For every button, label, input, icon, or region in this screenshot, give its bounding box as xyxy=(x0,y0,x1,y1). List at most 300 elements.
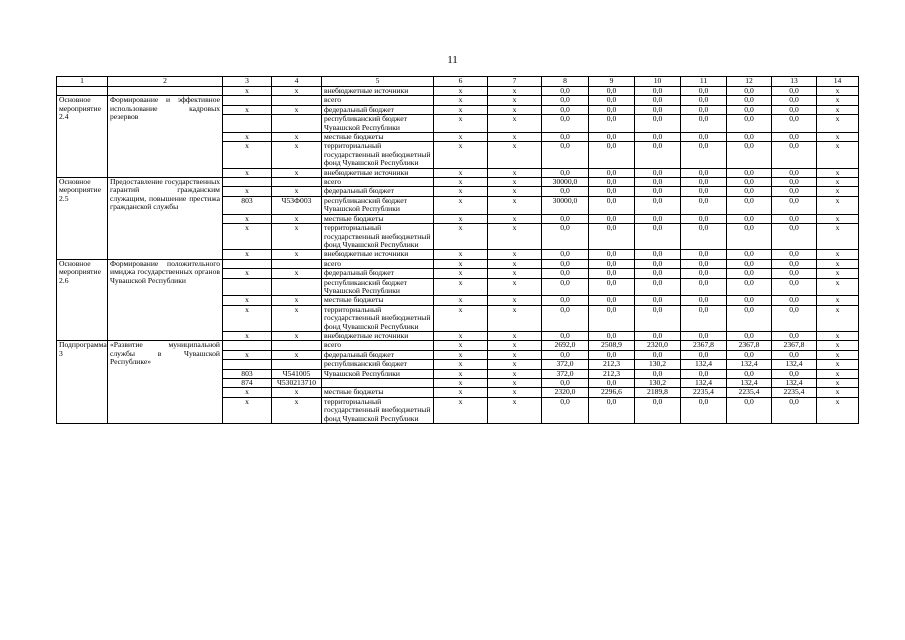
activity-name-cell xyxy=(57,87,108,96)
activity-name-cell: Основное мероприятие 2.6 xyxy=(57,259,108,341)
cell-c3: x xyxy=(223,87,272,96)
cell-c5: федеральный бюджет xyxy=(322,269,434,278)
cell-c14: x xyxy=(817,331,859,340)
header-cell-1: 1 xyxy=(57,77,108,87)
cell-c5: внебюджетные источники xyxy=(322,87,434,96)
cell-c9: 0,0 xyxy=(589,331,635,340)
cell-c4: Ч53Ф003 xyxy=(272,196,322,214)
cell-c12: 0,0 xyxy=(727,278,772,296)
cell-c8: 0,0 xyxy=(542,96,589,105)
cell-c4: x xyxy=(272,388,322,397)
cell-c11: 0,0 xyxy=(681,96,727,105)
cell-c12: 0,0 xyxy=(727,369,772,378)
cell-c14: x xyxy=(817,397,859,423)
cell-c11: 0,0 xyxy=(681,305,727,331)
cell-c3 xyxy=(223,178,272,187)
cell-c6: x xyxy=(434,196,488,214)
cell-c14: x xyxy=(817,341,859,350)
cell-c4: x xyxy=(272,87,322,96)
cell-c8: 0,0 xyxy=(542,305,589,331)
cell-c14: x xyxy=(817,296,859,305)
cell-c9: 0,0 xyxy=(589,350,635,359)
cell-c12: 0,0 xyxy=(727,178,772,187)
cell-c11: 0,0 xyxy=(681,168,727,177)
cell-c10: 0,0 xyxy=(635,168,681,177)
cell-c13: 0,0 xyxy=(772,168,817,177)
cell-c14: x xyxy=(817,369,859,378)
cell-c10: 0,0 xyxy=(635,259,681,268)
cell-c14: x xyxy=(817,87,859,96)
cell-c10: 0,0 xyxy=(635,87,681,96)
cell-c12: 0,0 xyxy=(727,115,772,133)
cell-c6: x xyxy=(434,259,488,268)
cell-c10: 0,0 xyxy=(635,331,681,340)
activity-title-cell: «Развитие муниципальной службы в Чувашской Республике» xyxy=(108,341,223,424)
cell-c8: 0,0 xyxy=(542,331,589,340)
cell-c5: всего xyxy=(322,178,434,187)
cell-c7: x xyxy=(488,168,542,177)
cell-c7: x xyxy=(488,178,542,187)
page-number: 11 xyxy=(447,54,458,66)
table-row xyxy=(57,259,859,268)
cell-c12: 0,0 xyxy=(727,350,772,359)
cell-c6: x xyxy=(434,379,488,388)
cell-c7: x xyxy=(488,87,542,96)
header-cell-8: 8 xyxy=(542,77,589,87)
cell-c9: 2508,9 xyxy=(589,341,635,350)
cell-c9: 0,0 xyxy=(589,142,635,168)
cell-c8: 0,0 xyxy=(542,250,589,259)
cell-c13: 0,0 xyxy=(772,397,817,423)
cell-c14: x xyxy=(817,278,859,296)
cell-c3 xyxy=(223,96,272,105)
cell-c13: 0,0 xyxy=(772,196,817,214)
cell-c6: x xyxy=(434,278,488,296)
cell-c3: x xyxy=(223,397,272,423)
cell-c7: x xyxy=(488,115,542,133)
cell-c3: x xyxy=(223,168,272,177)
cell-c7: x xyxy=(488,379,542,388)
cell-c13: 0,0 xyxy=(772,224,817,250)
cell-c14: x xyxy=(817,259,859,268)
cell-c11: 2367,8 xyxy=(681,341,727,350)
cell-c3: x xyxy=(223,296,272,305)
cell-c5: всего xyxy=(322,259,434,268)
cell-c11: 0,0 xyxy=(681,133,727,142)
header-cell-11: 11 xyxy=(681,77,727,87)
cell-c5: территориальный государственный внебюджетный фонд Чувашской Республики xyxy=(322,142,434,168)
cell-c8: 0,0 xyxy=(542,296,589,305)
cell-c13: 0,0 xyxy=(772,305,817,331)
cell-c7: x xyxy=(488,214,542,223)
cell-c13: 0,0 xyxy=(772,350,817,359)
cell-c8: 0,0 xyxy=(542,259,589,268)
cell-c10: 0,0 xyxy=(635,105,681,114)
cell-c13: 0,0 xyxy=(772,133,817,142)
cell-c5 xyxy=(322,379,434,388)
cell-c11: 0,0 xyxy=(681,178,727,187)
cell-c13: 0,0 xyxy=(772,296,817,305)
cell-c7: x xyxy=(488,296,542,305)
cell-c6: x xyxy=(434,133,488,142)
cell-c9: 0,0 xyxy=(589,224,635,250)
cell-c9: 0,0 xyxy=(589,214,635,223)
cell-c4: x xyxy=(272,187,322,196)
cell-c13: 0,0 xyxy=(772,96,817,105)
cell-c7: x xyxy=(488,388,542,397)
cell-c5: территориальный государственный внебюджетный фонд Чувашской Республики xyxy=(322,224,434,250)
activity-title-cell: Формирование и эффективное использование кадровых резервов xyxy=(108,96,223,178)
cell-c8: 0,0 xyxy=(542,269,589,278)
cell-c11: 0,0 xyxy=(681,269,727,278)
cell-c12: 0,0 xyxy=(727,142,772,168)
cell-c12: 0,0 xyxy=(727,196,772,214)
cell-c6: x xyxy=(434,250,488,259)
cell-c13: 2367,8 xyxy=(772,341,817,350)
cell-c14: x xyxy=(817,388,859,397)
cell-c3: x xyxy=(223,331,272,340)
cell-c10: 0,0 xyxy=(635,115,681,133)
activity-name-cell: Основное мероприятие 2.5 xyxy=(57,178,108,260)
cell-c3: x xyxy=(223,224,272,250)
cell-c13: 0,0 xyxy=(772,250,817,259)
cell-c5: федеральный бюджет xyxy=(322,187,434,196)
cell-c4: x xyxy=(272,142,322,168)
cell-c6: x xyxy=(434,168,488,177)
cell-c6: x xyxy=(434,214,488,223)
cell-c8: 0,0 xyxy=(542,350,589,359)
cell-c14: x xyxy=(817,250,859,259)
header-cell-6: 6 xyxy=(434,77,488,87)
cell-c6: x xyxy=(434,305,488,331)
cell-c3: x xyxy=(223,350,272,359)
cell-c10: 0,0 xyxy=(635,269,681,278)
cell-c9: 0,0 xyxy=(589,397,635,423)
cell-c6: x xyxy=(434,178,488,187)
cell-c4: x xyxy=(272,224,322,250)
cell-c10: 130,2 xyxy=(635,360,681,369)
cell-c9: 0,0 xyxy=(589,259,635,268)
cell-c8: 0,0 xyxy=(542,187,589,196)
cell-c4 xyxy=(272,178,322,187)
cell-c9: 0,0 xyxy=(589,105,635,114)
cell-c6: x xyxy=(434,397,488,423)
header-cell-12: 12 xyxy=(727,77,772,87)
cell-c14: x xyxy=(817,379,859,388)
cell-c5: всего xyxy=(322,96,434,105)
cell-c12: 0,0 xyxy=(727,133,772,142)
cell-c4: Ч541005 xyxy=(272,369,322,378)
cell-c4: x xyxy=(272,168,322,177)
cell-c8: 0,0 xyxy=(542,168,589,177)
cell-c10: 0,0 xyxy=(635,397,681,423)
cell-c12: 0,0 xyxy=(727,214,772,223)
cell-c6: x xyxy=(434,360,488,369)
cell-c10: 0,0 xyxy=(635,305,681,331)
cell-c8: 0,0 xyxy=(542,214,589,223)
cell-c13: 0,0 xyxy=(772,115,817,133)
cell-c7: x xyxy=(488,259,542,268)
cell-c4 xyxy=(272,115,322,133)
cell-c5: местные бюджеты xyxy=(322,296,434,305)
cell-c11: 0,0 xyxy=(681,196,727,214)
cell-c7: x xyxy=(488,105,542,114)
cell-c11: 0,0 xyxy=(681,369,727,378)
cell-c13: 0,0 xyxy=(772,214,817,223)
cell-c9: 0,0 xyxy=(589,115,635,133)
cell-c10: 0,0 xyxy=(635,96,681,105)
cell-c12: 0,0 xyxy=(727,105,772,114)
cell-c12: 0,0 xyxy=(727,259,772,268)
header-cell-13: 13 xyxy=(772,77,817,87)
cell-c9: 212,3 xyxy=(589,360,635,369)
cell-c11: 0,0 xyxy=(681,331,727,340)
cell-c4: Ч530213710 xyxy=(272,379,322,388)
cell-c5: всего xyxy=(322,341,434,350)
cell-c6: x xyxy=(434,87,488,96)
cell-c13: 132,4 xyxy=(772,379,817,388)
cell-c11: 0,0 xyxy=(681,350,727,359)
cell-c6: x xyxy=(434,142,488,168)
cell-c12: 0,0 xyxy=(727,96,772,105)
cell-c14: x xyxy=(817,187,859,196)
table-row xyxy=(57,178,859,187)
cell-c14: x xyxy=(817,214,859,223)
cell-c12: 0,0 xyxy=(727,331,772,340)
cell-c3: x xyxy=(223,105,272,114)
cell-c5: территориальный государственный внебюджетный фонд Чувашской Республики xyxy=(322,305,434,331)
cell-c4: x xyxy=(272,397,322,423)
cell-c14: x xyxy=(817,168,859,177)
cell-c8: 0,0 xyxy=(542,87,589,96)
cell-c3: 874 xyxy=(223,379,272,388)
cell-c14: x xyxy=(817,196,859,214)
cell-c7: x xyxy=(488,133,542,142)
cell-c14: x xyxy=(817,178,859,187)
header-cell-9: 9 xyxy=(589,77,635,87)
cell-c5: республиканский бюджет Чувашской Республики xyxy=(322,196,434,214)
table-row xyxy=(57,87,859,96)
cell-c4: x xyxy=(272,296,322,305)
cell-c5: местные бюджеты xyxy=(322,388,434,397)
cell-c8: 0,0 xyxy=(542,115,589,133)
cell-c6: x xyxy=(434,187,488,196)
cell-c6: x xyxy=(434,115,488,133)
cell-c4: x xyxy=(272,350,322,359)
cell-c6: x xyxy=(434,388,488,397)
cell-c14: x xyxy=(817,105,859,114)
cell-c12: 132,4 xyxy=(727,360,772,369)
cell-c6: x xyxy=(434,269,488,278)
cell-c5: местные бюджеты xyxy=(322,133,434,142)
cell-c11: 0,0 xyxy=(681,115,727,133)
cell-c10: 2189,8 xyxy=(635,388,681,397)
activity-title-cell: Формирование положительного имиджа государственных органов Чувашской Республики xyxy=(108,259,223,341)
cell-c3 xyxy=(223,341,272,350)
cell-c11: 132,4 xyxy=(681,360,727,369)
cell-c9: 212,3 xyxy=(589,369,635,378)
cell-c5: республиканский бюджет Чувашской Республики xyxy=(322,278,434,296)
cell-c10: 0,0 xyxy=(635,187,681,196)
cell-c9: 0,0 xyxy=(589,96,635,105)
cell-c5: территориальный государственный внебюджетный фонд Чувашской Республики xyxy=(322,397,434,423)
cell-c5: внебюджетные источники xyxy=(322,331,434,340)
cell-c13: 0,0 xyxy=(772,178,817,187)
cell-c5: внебюджетные источники xyxy=(322,250,434,259)
cell-c3 xyxy=(223,278,272,296)
cell-c6: x xyxy=(434,350,488,359)
table-row xyxy=(57,96,859,105)
cell-c7: x xyxy=(488,224,542,250)
cell-c7: x xyxy=(488,341,542,350)
budget-table xyxy=(56,76,859,424)
cell-c7: x xyxy=(488,331,542,340)
cell-c6: x xyxy=(434,96,488,105)
cell-c4 xyxy=(272,341,322,350)
cell-c4 xyxy=(272,278,322,296)
cell-c12: 0,0 xyxy=(727,305,772,331)
cell-c11: 0,0 xyxy=(681,105,727,114)
cell-c10: 0,0 xyxy=(635,178,681,187)
cell-c13: 2235,4 xyxy=(772,388,817,397)
cell-c9: 0,0 xyxy=(589,133,635,142)
activity-name-cell: Подпрограмма 3 xyxy=(57,341,108,424)
cell-c9: 2296,6 xyxy=(589,388,635,397)
cell-c7: x xyxy=(488,187,542,196)
cell-c8: 372,0 xyxy=(542,369,589,378)
cell-c14: x xyxy=(817,350,859,359)
cell-c9: 0,0 xyxy=(589,178,635,187)
cell-c3: x xyxy=(223,269,272,278)
cell-c6: x xyxy=(434,296,488,305)
cell-c7: x xyxy=(488,142,542,168)
cell-c8: 0,0 xyxy=(542,278,589,296)
cell-c4: x xyxy=(272,269,322,278)
cell-c10: 0,0 xyxy=(635,350,681,359)
cell-c13: 0,0 xyxy=(772,259,817,268)
cell-c14: x xyxy=(817,115,859,133)
cell-c3: x xyxy=(223,142,272,168)
cell-c13: 0,0 xyxy=(772,187,817,196)
cell-c12: 0,0 xyxy=(727,397,772,423)
cell-c5: федеральный бюджет xyxy=(322,350,434,359)
cell-c11: 0,0 xyxy=(681,87,727,96)
cell-c8: 0,0 xyxy=(542,224,589,250)
cell-c10: 0,0 xyxy=(635,250,681,259)
header-row xyxy=(57,77,859,87)
cell-c6: x xyxy=(434,331,488,340)
table-row xyxy=(57,341,859,350)
cell-c10: 0,0 xyxy=(635,196,681,214)
cell-c4: x xyxy=(272,214,322,223)
cell-c14: x xyxy=(817,96,859,105)
cell-c12: 0,0 xyxy=(727,168,772,177)
header-cell-14: 14 xyxy=(817,77,859,87)
header-cell-10: 10 xyxy=(635,77,681,87)
cell-c8: 372,0 xyxy=(542,360,589,369)
cell-c11: 0,0 xyxy=(681,187,727,196)
cell-c14: x xyxy=(817,305,859,331)
cell-c4: x xyxy=(272,305,322,331)
cell-c7: x xyxy=(488,369,542,378)
cell-c11: 0,0 xyxy=(681,224,727,250)
header-cell-3: 3 xyxy=(223,77,272,87)
cell-c10: 0,0 xyxy=(635,296,681,305)
header-cell-7: 7 xyxy=(488,77,542,87)
cell-c5: республиканский бюджет xyxy=(322,360,434,369)
cell-c9: 0,0 xyxy=(589,168,635,177)
cell-c13: 0,0 xyxy=(772,331,817,340)
cell-c7: x xyxy=(488,196,542,214)
cell-c12: 2235,4 xyxy=(727,388,772,397)
cell-c6: x xyxy=(434,224,488,250)
cell-c3: x xyxy=(223,388,272,397)
cell-c8: 0,0 xyxy=(542,105,589,114)
cell-c3: x xyxy=(223,214,272,223)
cell-c11: 0,0 xyxy=(681,397,727,423)
cell-c5: республиканский бюджет Чувашской Республики xyxy=(322,115,434,133)
cell-c3: 803 xyxy=(223,196,272,214)
cell-c8: 0,0 xyxy=(542,133,589,142)
cell-c3 xyxy=(223,115,272,133)
cell-c11: 0,0 xyxy=(681,142,727,168)
cell-c9: 0,0 xyxy=(589,250,635,259)
cell-c8: 2320,0 xyxy=(542,388,589,397)
cell-c6: x xyxy=(434,369,488,378)
cell-c14: x xyxy=(817,224,859,250)
cell-c10: 0,0 xyxy=(635,224,681,250)
activity-title-cell: Предоставление государственных гарантий гражданским служащим, повышение престижа гражданской службы xyxy=(108,178,223,260)
cell-c12: 0,0 xyxy=(727,296,772,305)
cell-c13: 0,0 xyxy=(772,278,817,296)
cell-c8: 0,0 xyxy=(542,379,589,388)
cell-c5: Чувашской Республики xyxy=(322,369,434,378)
cell-c12: 0,0 xyxy=(727,250,772,259)
cell-c10: 2320,0 xyxy=(635,341,681,350)
cell-c13: 0,0 xyxy=(772,142,817,168)
cell-c14: x xyxy=(817,360,859,369)
cell-c6: x xyxy=(434,105,488,114)
cell-c11: 0,0 xyxy=(681,296,727,305)
cell-c8: 2692,0 xyxy=(542,341,589,350)
cell-c12: 0,0 xyxy=(727,224,772,250)
header-cell-5: 5 xyxy=(322,77,434,87)
cell-c11: 0,0 xyxy=(681,278,727,296)
cell-c11: 0,0 xyxy=(681,250,727,259)
cell-c10: 0,0 xyxy=(635,214,681,223)
cell-c9: 0,0 xyxy=(589,305,635,331)
cell-c4: x xyxy=(272,250,322,259)
cell-c7: x xyxy=(488,360,542,369)
cell-c9: 0,0 xyxy=(589,187,635,196)
activity-title-cell xyxy=(108,87,223,96)
cell-c14: x xyxy=(817,133,859,142)
cell-c11: 2235,4 xyxy=(681,388,727,397)
cell-c10: 0,0 xyxy=(635,278,681,296)
cell-c4 xyxy=(272,259,322,268)
cell-c12: 0,0 xyxy=(727,87,772,96)
cell-c4: x xyxy=(272,331,322,340)
cell-c10: 0,0 xyxy=(635,142,681,168)
cell-c3: x xyxy=(223,187,272,196)
cell-c13: 0,0 xyxy=(772,87,817,96)
cell-c3 xyxy=(223,259,272,268)
cell-c14: x xyxy=(817,142,859,168)
cell-c10: 130,2 xyxy=(635,379,681,388)
cell-c7: x xyxy=(488,96,542,105)
cell-c13: 0,0 xyxy=(772,369,817,378)
cell-c13: 0,0 xyxy=(772,269,817,278)
